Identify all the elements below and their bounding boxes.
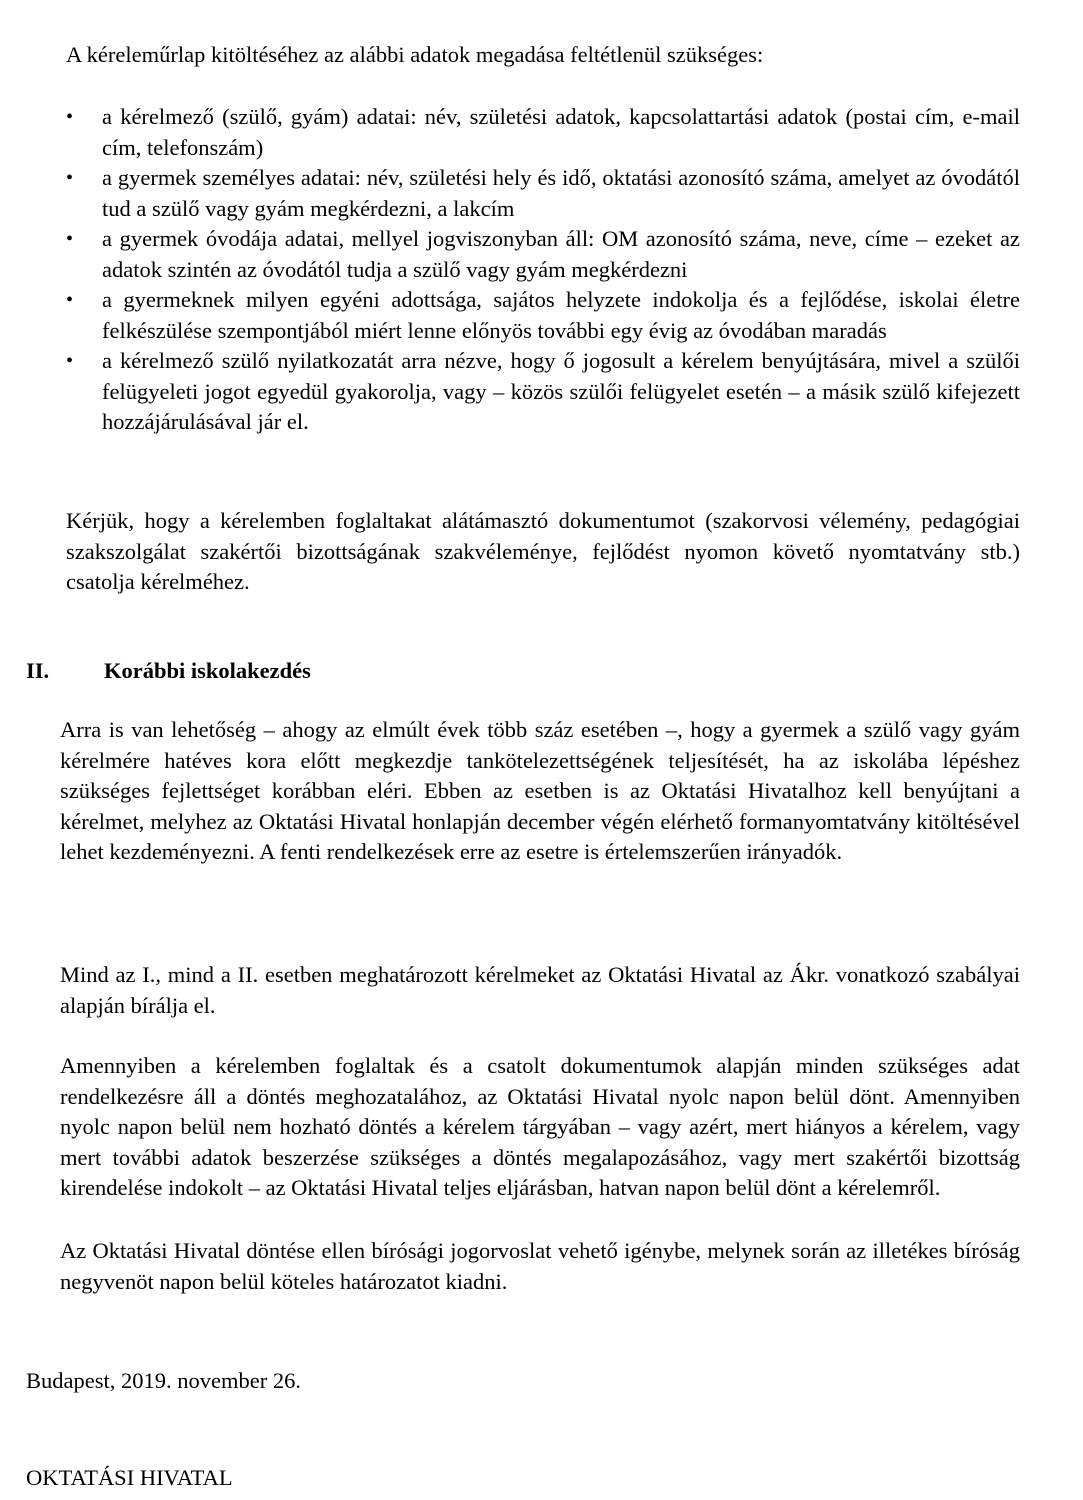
decision-deadline-paragraph: Amennyiben a kérelemben foglaltak és a csatolt dokumentumok alapján minden szükséges adat rendelkezésre áll a döntés meghozatalához, az Oktatási Hivatal nyolc napon belül dönt. Amennyiben nyolc napon belül nem hozható döntés a kérelem tárgyában – vagy azért, mert hiányos a kérelem, vagy mert további adatok beszerzése szükséges a döntés megalapozásához, vagy mert szakértői bizottság kirendelése indokolt – az Oktatási Hivatal teljes eljárásban, hatvan napon belül dönt a kérelemről. xyxy=(60,1053,1020,1200)
list-item xyxy=(66,224,1020,285)
list-item-text: a gyermeknek milyen egyéni adottsága, sajátos helyzete indokolja és a fejlődése, iskolai életre felkészülése szempontjából miért lenne előnyös további egy évig az óvodában maradás xyxy=(102,287,1020,343)
list-item-text: a kérelmező szülő nyilatkozatát arra nézve, hogy ő jogosult a kérelem benyújtására, mivel a szülői felügyeleti jogot egyedül gyakorolja, vagy – közös szülői felügyelet esetén – a másik szülő kifejezett hozzájárulásával jár el. xyxy=(102,348,1020,434)
bullet-icon: • xyxy=(66,289,74,311)
list-item xyxy=(66,346,1020,438)
attachment-request-paragraph: Kérjük, hogy a kérelemben foglaltakat alátámasztó dokumentumot (szakorvosi vélemény, pedagógiai szakszolgálat szakértői bizottságának szakvéleménye, fejlődést nyomon követő nyomtatvány stb.) csatolja kérelméhez. xyxy=(66,508,1020,594)
list-item xyxy=(66,285,1020,346)
section-title: Korábbi iskolakezdés xyxy=(104,658,311,683)
list-item-text: a gyermek személyes adatai: név, születési hely és idő, oktatási azonosító száma, amelyet az óvodától tud a szülő vagy gyám megkérdezni, a lakcím xyxy=(102,165,1020,221)
list-item xyxy=(66,102,1020,163)
bullet-icon: • xyxy=(66,167,74,189)
required-data-list xyxy=(66,102,1020,438)
issuing-office: OKTATÁSI HIVATAL xyxy=(26,1465,233,1490)
bullet-icon: • xyxy=(66,106,74,128)
section-number: II. xyxy=(26,658,50,683)
section-heading xyxy=(26,656,311,687)
bullet-icon: • xyxy=(66,350,74,372)
both-cases-paragraph: Mind az I., mind a II. esetben meghatározott kérelmeket az Oktatási Hivatal az Ákr. vonatkozó szabályai alapján bírálja el. xyxy=(60,962,1020,1018)
place-date: Budapest, 2019. november 26. xyxy=(26,1368,301,1393)
list-item-text: a kérelmező (szülő, gyám) adatai: név, születési adatok, kapcsolattartási adatok (postai cím, e-mail cím, telefonszám) xyxy=(102,104,1020,160)
bullet-icon: • xyxy=(66,228,74,250)
earlier-school-start-paragraph: Arra is van lehetőség – ahogy az elmúlt évek több száz esetében –, hogy a gyermek a szülő vagy gyám kérelmére hatéves kora előtt megkezdje tankötelezettségének teljesítését, ha az iskolába lépéshez szükséges fejlettséget korábban eléri. Ebben az esetben is az Oktatási Hivatalhoz kell benyújtani a kérelmet, melyhez az Oktatási Hivatal honlapján december végén elérhető formanyomtatvány kitöltésével lehet kezdeményezni. A fenti rendelkezések erre az esetre is értelemszerűen irányadók. xyxy=(60,717,1020,864)
appeal-paragraph: Az Oktatási Hivatal döntése ellen bírósági jogorvoslat vehető igénybe, melynek során az illetékes bíróság negyvenöt napon belül köteles határozatot kiadni. xyxy=(60,1238,1020,1294)
intro-sentence: A kéreleműrlap kitöltéséhez az alábbi adatok megadása feltétlenül szükséges: xyxy=(66,42,764,67)
list-item xyxy=(66,163,1020,224)
list-item-text: a gyermek óvodája adatai, mellyel jogviszonyban áll: OM azonosító száma, neve, címe – ezeket az adatok szintén az óvodától tudja a szülő vagy gyám megkérdezni xyxy=(102,226,1020,282)
